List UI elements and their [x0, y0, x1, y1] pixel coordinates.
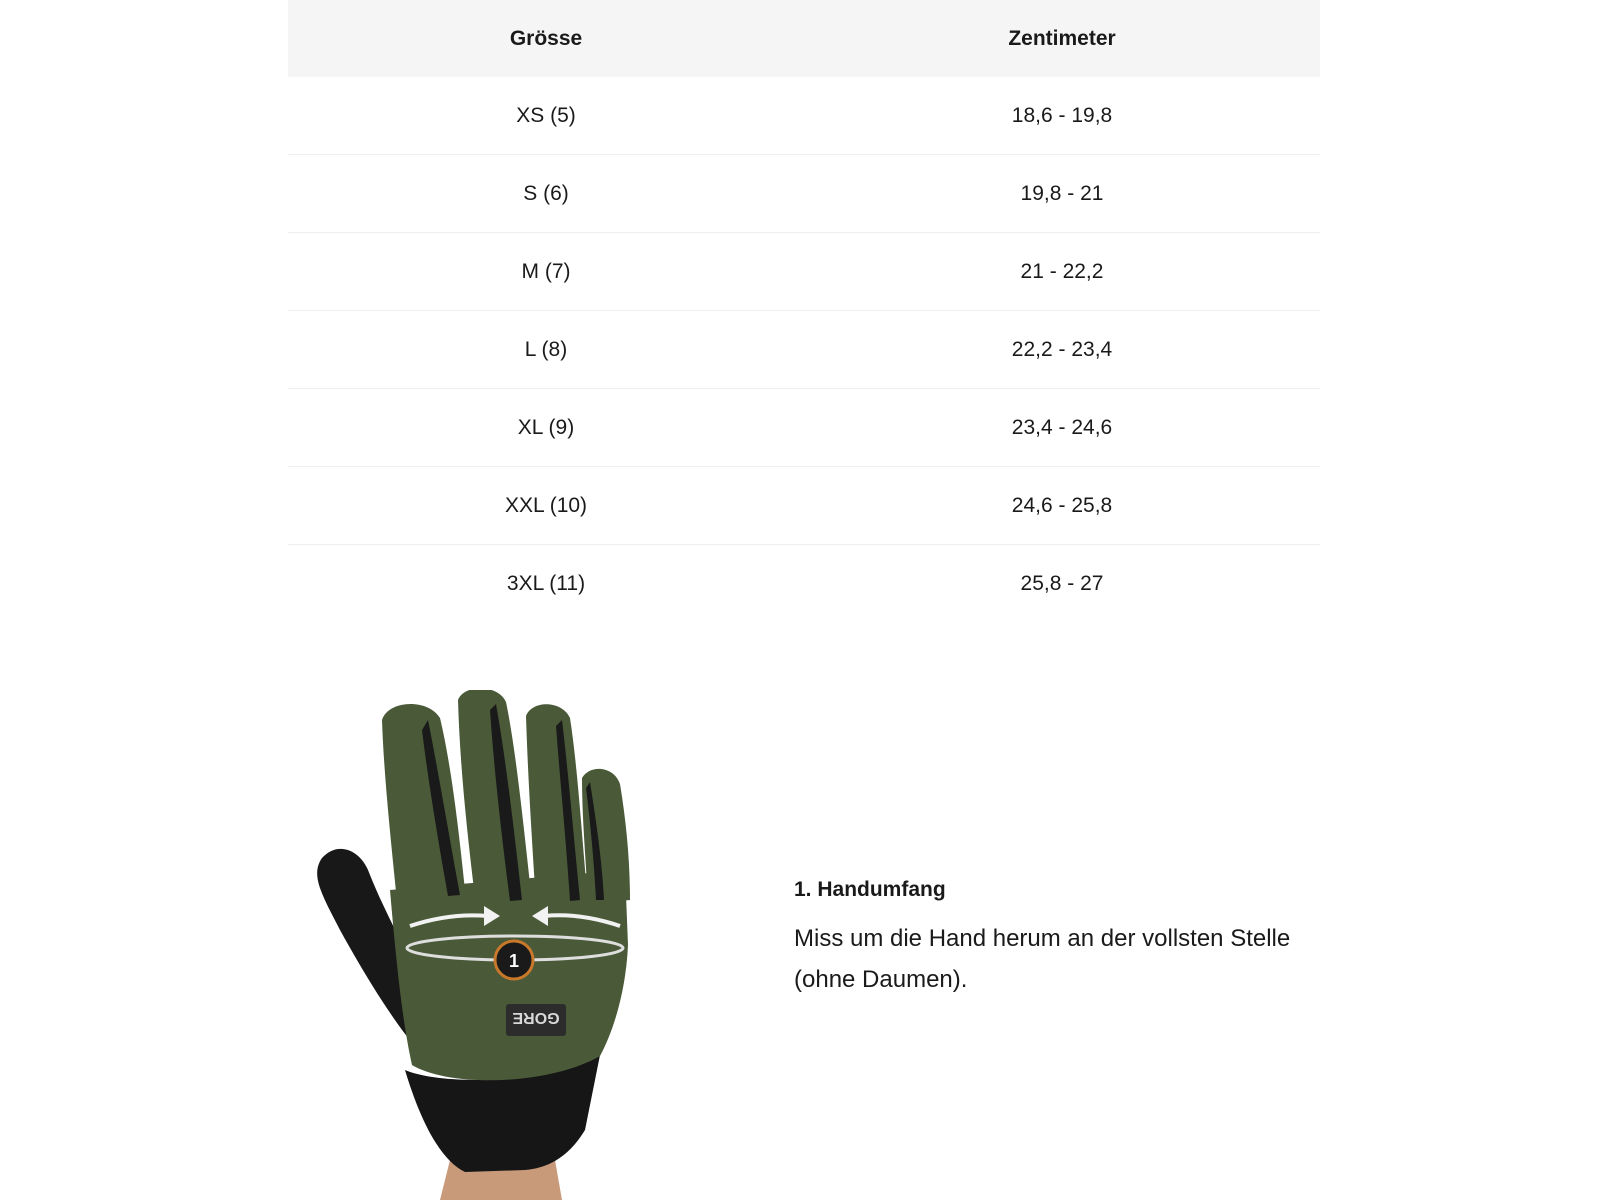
cm-cell: 23,4 - 24,6: [804, 389, 1320, 467]
table-row: [288, 155, 1320, 233]
cm-cell: 19,8 - 21: [804, 155, 1320, 233]
size-cell: XS (5): [516, 103, 576, 127]
size-cell: 3XL (11): [288, 545, 804, 623]
brand-logo-text: GORE: [512, 1009, 560, 1026]
size-cell: XXL (10): [288, 467, 804, 545]
table-row: [288, 77, 1320, 155]
table-header-row: [288, 0, 1320, 77]
glove-measurement-illustration: [300, 690, 660, 1200]
table-row: [288, 233, 1320, 311]
size-chart-table: [288, 0, 1320, 622]
table-row: [288, 545, 1320, 623]
size-cell: L (8): [288, 311, 804, 389]
header-size: Grösse: [288, 0, 804, 77]
step-text: Miss um die Hand herum an der vollsten Stelle (ohne Daumen).: [794, 925, 1291, 993]
header-centimeters: Zentimeter: [804, 0, 1320, 77]
cm-cell: 21 - 22,2: [804, 233, 1320, 311]
size-cell: S (6): [288, 155, 804, 233]
measurement-marker-number: 1: [508, 951, 520, 971]
cm-cell: 25,8 - 27: [804, 545, 1320, 623]
table-row: [288, 311, 1320, 389]
table-row: [288, 389, 1320, 467]
table-row: [288, 467, 1320, 545]
cm-cell: 18,6 - 19,8: [1011, 103, 1113, 127]
cm-cell: 24,6 - 25,8: [804, 467, 1320, 545]
cm-cell: 22,2 - 23,4: [804, 311, 1320, 389]
measurement-instructions: [794, 878, 1314, 1000]
size-cell: M (7): [288, 233, 804, 311]
step-title: 1. Handumfang: [794, 878, 946, 901]
size-cell: XL (9): [288, 389, 804, 467]
